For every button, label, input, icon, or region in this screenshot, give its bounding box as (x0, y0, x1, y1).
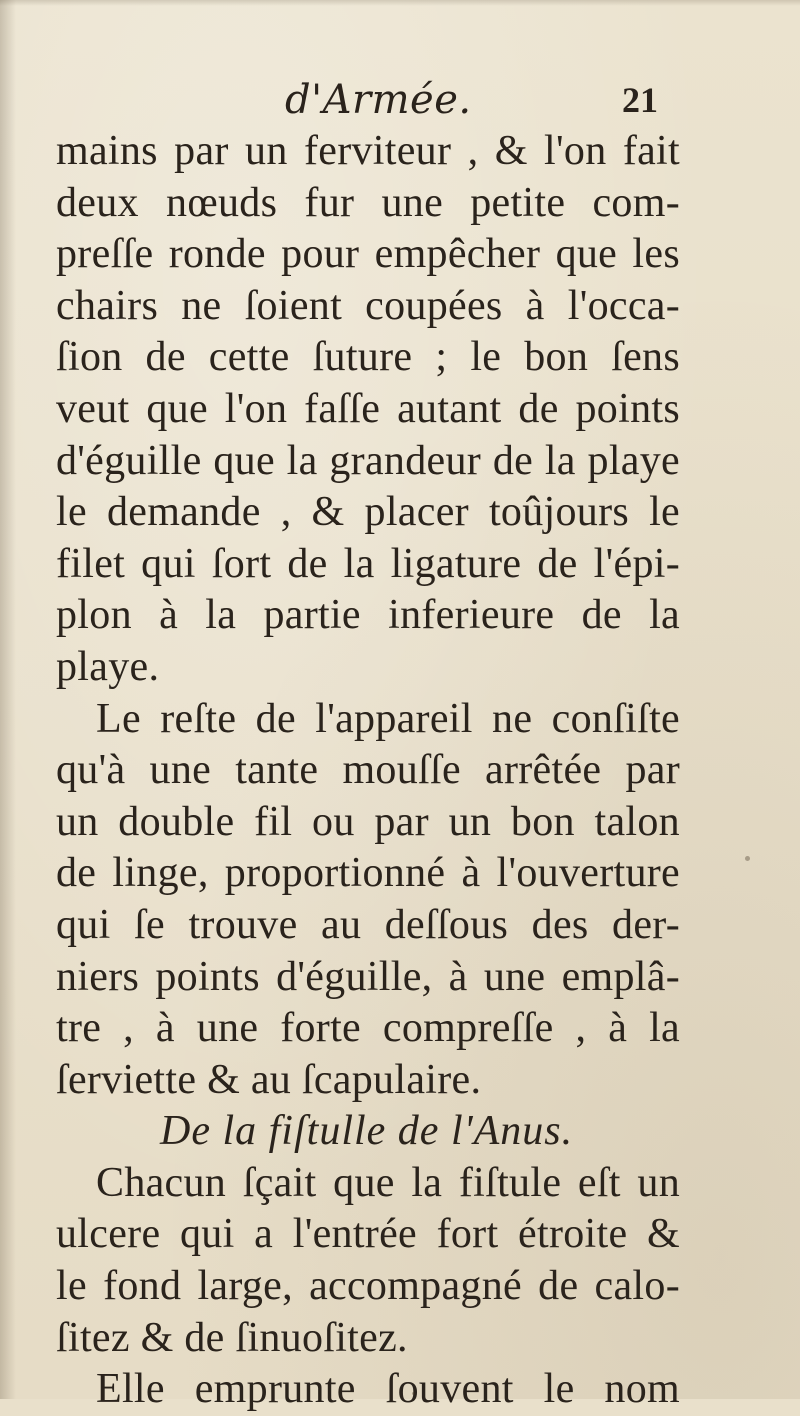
text-line: ſion de cette ſuture ; le bon ſens (56, 334, 680, 381)
text-line: ulcere qui a l'entrée fort étroite & (56, 1211, 680, 1258)
text-line: deux nœuds fur une petite com- (56, 179, 680, 226)
text-line: le fond large, accompagné de calo- (56, 1263, 680, 1310)
text-line: plon à la partie inferieure de la (56, 592, 680, 639)
paper-speck (745, 856, 750, 861)
text-line: ſerviette & au ſcapulaire. (56, 1056, 482, 1103)
text-line: chairs ne ſoient coupées à l'occa- (56, 282, 680, 329)
text-line: veut que l'on faſſe autant de points (56, 385, 680, 432)
running-head: d'Armée. (285, 77, 472, 123)
text-line: Le reſte de l'appareil ne conſiſte (96, 695, 680, 742)
gutter-shadow (0, 0, 16, 1399)
page-number: 21 (622, 80, 658, 120)
text-line: tre , à une forte compreſſe , à la (56, 1005, 680, 1052)
text-line: qui ſe trouve au deſſous des der- (56, 901, 680, 948)
text-line: Elle emprunte ſouvent le nom (96, 1366, 680, 1413)
text-line: ſitez & de ſinuoſitez. (56, 1314, 408, 1361)
text-line: filet qui ſort de la ligature de l'épi- (56, 540, 680, 587)
text-line: mains par un ferviteur , & l'on fait (56, 128, 680, 174)
text-line: preſſe ronde pour empêcher que les (56, 231, 680, 278)
text-line: un double fil ou par un bon talon (56, 798, 680, 845)
text-line: Chacun ſçait que la fiſtule eſt un (96, 1159, 680, 1206)
text-line: niers points d'éguille, à une emplâ- (56, 953, 680, 1000)
text-line: qu'à une tante mouſſe arrêtée par (56, 747, 680, 794)
body-text (56, 126, 680, 1416)
text-line: d'éguille que la grandeur de la playe (56, 437, 680, 484)
text-line: playe. (56, 643, 160, 690)
section-heading: De la fiſtulle de l'Anus. (160, 1108, 574, 1155)
paper-speck (412, 1392, 415, 1395)
text-line: le demande , & placer toûjours le (56, 489, 680, 536)
page-top-edge (0, 0, 800, 6)
text-line: de linge, proportionné à l'ouverture (56, 850, 680, 897)
page-header (0, 70, 800, 130)
